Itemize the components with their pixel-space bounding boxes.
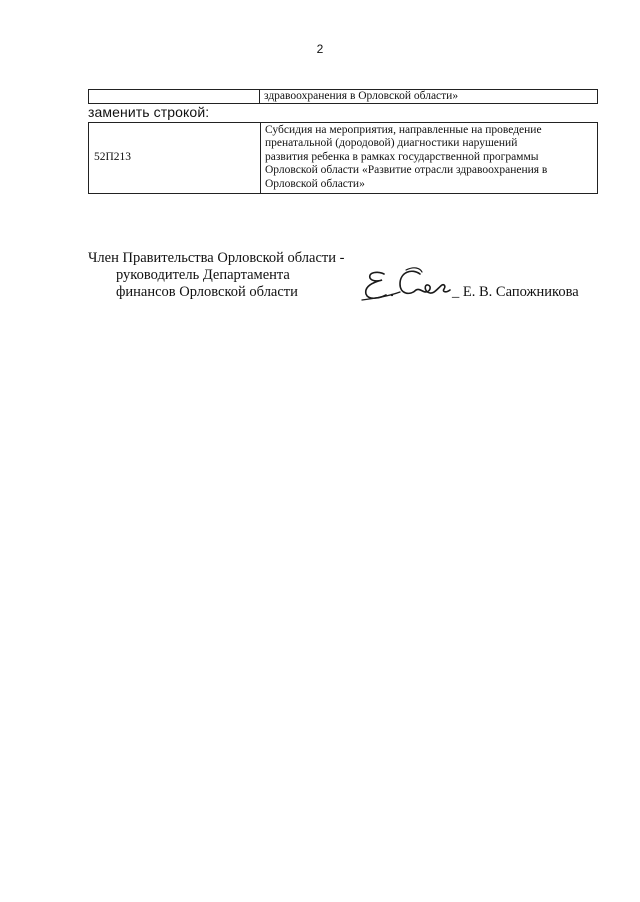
table-row — [89, 90, 598, 104]
code-cell: 52П213 — [89, 123, 261, 194]
code-cell — [89, 90, 260, 104]
replace-label: заменить строкой: — [88, 104, 210, 120]
page-number: 2 — [316, 42, 324, 56]
budget-table-replacement — [88, 122, 598, 194]
description-line: развития ребенка в рамках государственной программы — [265, 150, 539, 163]
description-line: Орловской области «Развитие отрасли здравоохранения в — [265, 164, 548, 177]
budget-table-top — [88, 89, 598, 104]
description-line: Орловской области» — [265, 177, 365, 190]
description-cell — [261, 123, 598, 194]
description-line: пренатальной (дородовой) диагностики нарушений — [265, 137, 518, 150]
table-row — [89, 123, 598, 194]
signatory-title-line-3: финансов Орловской области — [116, 284, 298, 300]
signatory-title-line-1: Член Правительства Орловской области - — [88, 250, 345, 266]
description-cell: здравоохранения в Орловской области» — [260, 90, 598, 104]
handwritten-signature — [358, 262, 458, 304]
description-line: Субсидия на мероприятия, направленные на проведение — [265, 124, 542, 136]
signatory-name: _ Е. В. Сапожникова — [452, 284, 579, 300]
signatory-title-line-2: руководитель Департамента — [116, 267, 290, 283]
